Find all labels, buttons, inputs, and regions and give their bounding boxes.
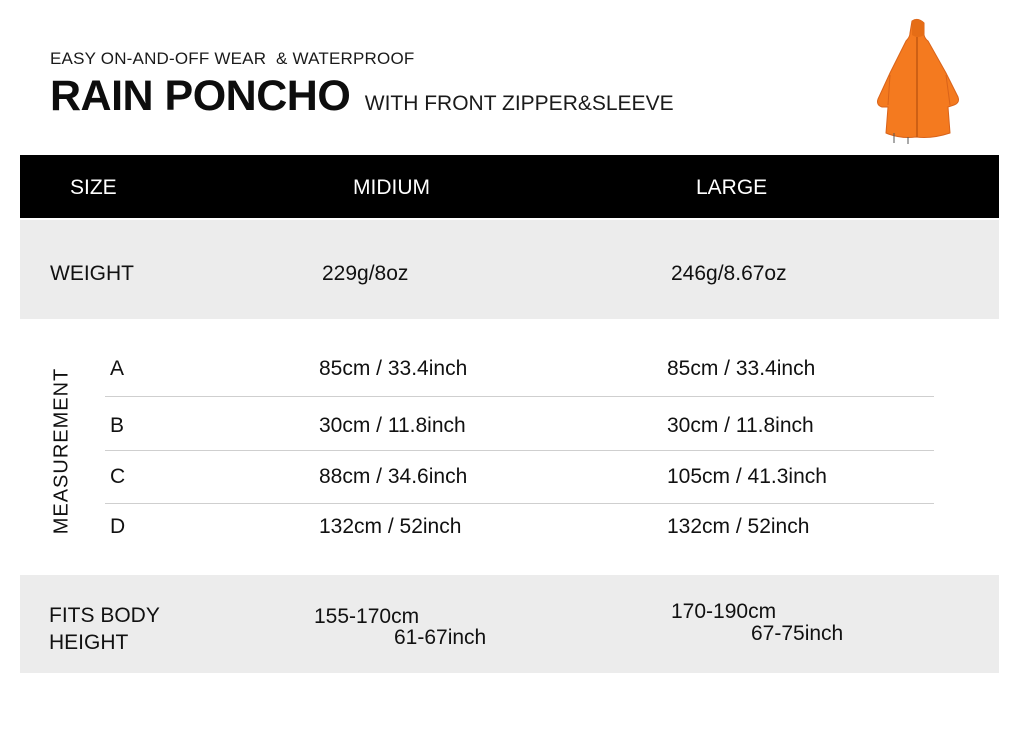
measurement-row-medium: 85cm / 33.4inch — [319, 357, 468, 380]
subtitle: EASY ON-AND-OFF WEAR & WATERPROOF — [50, 49, 415, 68]
row-divider — [105, 503, 934, 504]
fits-row — [20, 575, 999, 673]
measurement-row-medium: 30cm / 11.8inch — [319, 414, 466, 437]
row-divider — [105, 450, 934, 451]
measurement-row-medium: 132cm / 52inch — [319, 515, 462, 538]
row-divider — [105, 396, 934, 397]
measurement-row-large: 105cm / 41.3inch — [667, 465, 827, 488]
fits-medium-cm: 155-170cm — [314, 605, 420, 628]
measurement-row-name: D — [110, 515, 126, 538]
weight-medium: 229g/8oz — [322, 262, 409, 285]
column-header-large: LARGE — [696, 176, 768, 199]
column-header-size: SIZE — [70, 176, 117, 199]
page-title: RAIN PONCHO — [50, 72, 351, 120]
weight-row — [20, 220, 999, 319]
title-row — [50, 72, 674, 121]
measurement-row-name: C — [110, 465, 126, 488]
measurement-row-name: A — [110, 357, 125, 380]
column-header-medium: MIDIUM — [353, 176, 430, 199]
fits-large-cm: 170-190cm — [671, 600, 777, 623]
fits-label-line1: FITS BODY — [49, 604, 160, 627]
rain-poncho-illustration — [872, 15, 962, 145]
measurement-row-large: 30cm / 11.8inch — [667, 414, 814, 437]
measurement-row-large: 132cm / 52inch — [667, 515, 810, 538]
fits-large-inch: 67-75inch — [751, 622, 844, 645]
measurement-label: MEASUREMENT — [50, 367, 73, 535]
weight-large: 246g/8.67oz — [671, 262, 787, 285]
table-header — [20, 155, 999, 218]
fits-label-line2: HEIGHT — [49, 631, 129, 654]
weight-label: WEIGHT — [50, 262, 134, 285]
measurement-row-name: B — [110, 414, 125, 437]
title-suffix: WITH FRONT ZIPPER&SLEEVE — [364, 92, 674, 115]
measurement-row-medium: 88cm / 34.6inch — [319, 465, 468, 488]
fits-medium-inch: 61-67inch — [394, 626, 487, 649]
measurement-row-large: 85cm / 33.4inch — [667, 357, 816, 380]
